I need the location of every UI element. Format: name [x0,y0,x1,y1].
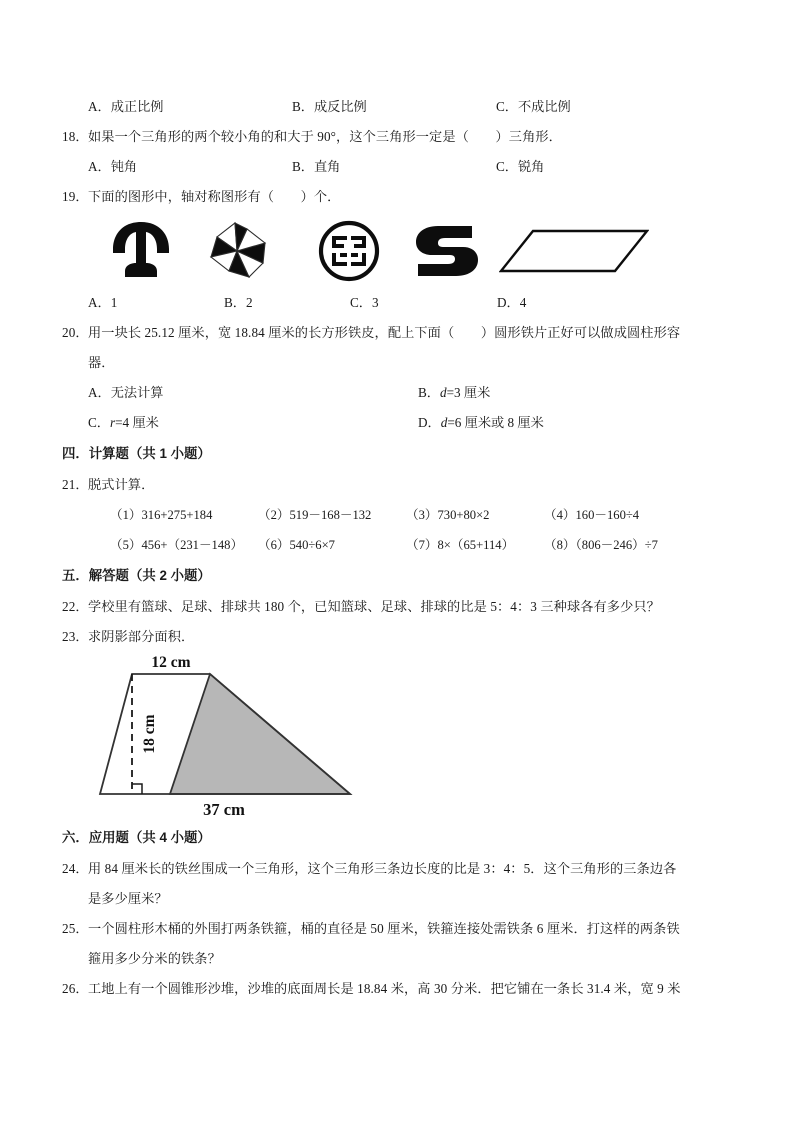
q20-option-b[interactable] [418,378,490,408]
q22-text: 学校里有篮球、足球、排球共 180 个，已知篮球、足球、排球的比是 5：4：3 三种球各有多少只？ [88,599,660,614]
q20-options-row1 [62,378,734,408]
q20-option-d[interactable] [418,408,544,438]
q20-option-d-variable: d [440,415,448,430]
q19-figures-strip [62,216,734,288]
question-24-line2 [62,884,734,914]
q18-option-b[interactable]: B．直角 [292,159,341,174]
q17-option-b[interactable]: B．成反比例 [292,99,367,114]
q20-number: 20． [62,325,89,340]
question-23 [62,622,734,652]
q25-text-line1: 一个圆柱形木桶的外围打两条铁箍，桶的直径是 50 厘米，铁箍连接处需铁条 6 厘米．打这样的两条铁 [88,921,680,936]
q20-option-c[interactable] [88,408,418,438]
figure-bottom-label: 37 cm [203,800,245,819]
q20-text-line1: 用一块长 25.12 厘米，宽 18.84 厘米的长方形铁皮，配上下面（ ）圆形铁片正好可以做成圆柱形容 [88,325,681,340]
right-angle-marker [132,784,142,794]
circle-emblem-glyph [294,216,404,286]
mushroom-anchor-icon [108,219,174,283]
q18-text: 如果一个三角形的两个较小角的和大于 90°，这个三角形一定是（ ）三角形． [88,129,562,144]
q24-text-line1: 用 84 厘米长的铁丝围成一个三角形，这个三角形三条边长度的比是 3：4：5．这个三角形的三条边各 [88,861,677,876]
q20-option-b-value: =3 厘米 [446,385,491,400]
q24-number: 24． [62,861,89,876]
q20-option-a[interactable]: A．无法计算 [88,385,164,400]
q21-expression-7: （7）8×（65+114） [406,538,515,552]
q24-text-line2: 是多少厘米？ [88,891,168,906]
q20-option-d-value: =6 厘米或 8 厘米 [447,415,544,430]
question-26-line1 [62,974,734,1004]
s-logo-glyph [392,216,502,286]
shaded-triangle-region [170,674,350,794]
q20-options-row2 [62,408,734,438]
trapezoid-with-shaded-triangle [92,654,382,820]
q21-expression-6: （6）540÷6×7 [258,538,335,552]
q17-option-a[interactable]: A．成正比例 [88,99,164,114]
section-6-heading: 六．应用题（共 4 小题） [62,830,211,845]
q22-number: 22． [62,599,89,614]
q21-expression-3: （3）730+80×2 [406,508,490,522]
question-21 [62,470,734,500]
question-22 [62,592,734,622]
q17-option-c[interactable]: C．不成比例 [496,99,571,114]
q20-option-c-value: =4 厘米 [115,415,159,430]
pinwheel-icon [205,219,269,283]
circle-emblem-icon [318,220,380,282]
q18-option-a[interactable]: A．钝角 [88,159,138,174]
q23-number: 23． [62,629,89,644]
q20-option-c-variable: r [109,415,116,430]
q19-option-a[interactable]: A．1 [88,295,118,310]
q25-text-line2: 箍用多少分米的铁条？ [88,951,221,966]
q21-expression-1: （1）316+275+184 [110,508,213,522]
q21-expression-4: （4）160－160÷4 [544,508,640,522]
pinwheel-glyph [182,216,292,286]
q23-text: 求阴影部分面积． [88,629,195,644]
figure-height-label: 18 cm [141,714,158,754]
q18-option-c[interactable]: C．锐角 [496,159,545,174]
q19-text: 下面的图形中，轴对称图形有（ ）个． [88,189,341,204]
q21-expressions-row-1 [62,500,734,530]
question-19 [62,182,734,212]
s-logo-icon [410,222,484,280]
q21-expression-5: （5）456+（231－148） [110,538,244,552]
mushroom-anchor-glyph [86,216,196,286]
question-25-line1 [62,914,734,944]
question-18 [62,122,734,152]
q20-option-d-prefix: D． [418,415,441,430]
q19-options-row [62,288,734,318]
section-4-heading: 四．计算题（共 1 小题） [62,446,211,461]
question-24-line1 [62,854,734,884]
q23-figure [62,654,734,822]
q19-option-b[interactable]: B．2 [224,295,253,310]
question-20-line1 [62,318,734,348]
q19-option-d[interactable]: D．4 [497,295,527,310]
q19-option-c[interactable]: C．3 [350,295,379,310]
question-25-line2 [62,944,734,974]
q20-option-b-variable: d [439,385,447,400]
q17-options-row [62,92,734,122]
page-content [62,92,734,1004]
section-5-heading: 五．解答题（共 2 小题） [62,568,211,583]
q21-text: 脱式计算． [88,477,155,492]
q20-option-c-prefix: C． [88,415,110,430]
q18-options-row [62,152,734,182]
q26-text-line1: 工地上有一个圆锥形沙堆，沙堆的底面周长是 18.84 米，高 30 分米．把它铺在一条长 31.4 米，宽 9 米 [88,981,681,996]
figure-top-label: 12 cm [151,654,191,671]
q21-number: 21． [62,477,89,492]
q21-expression-2: （2）519－168－132 [258,508,372,522]
q18-number: 18． [62,129,89,144]
q20-text-line2: 器． [88,355,115,370]
question-20-line2 [62,348,734,378]
q20-option-b-prefix: B． [418,385,440,400]
q26-number: 26． [62,981,89,996]
parallelogram-icon [499,225,649,277]
q21-expression-8: （8）（806－246）÷7 [544,538,658,552]
q25-number: 25． [62,921,89,936]
q21-expressions-row-2 [62,530,734,560]
parallelogram-shape [494,216,654,286]
q19-number: 19． [62,189,89,204]
